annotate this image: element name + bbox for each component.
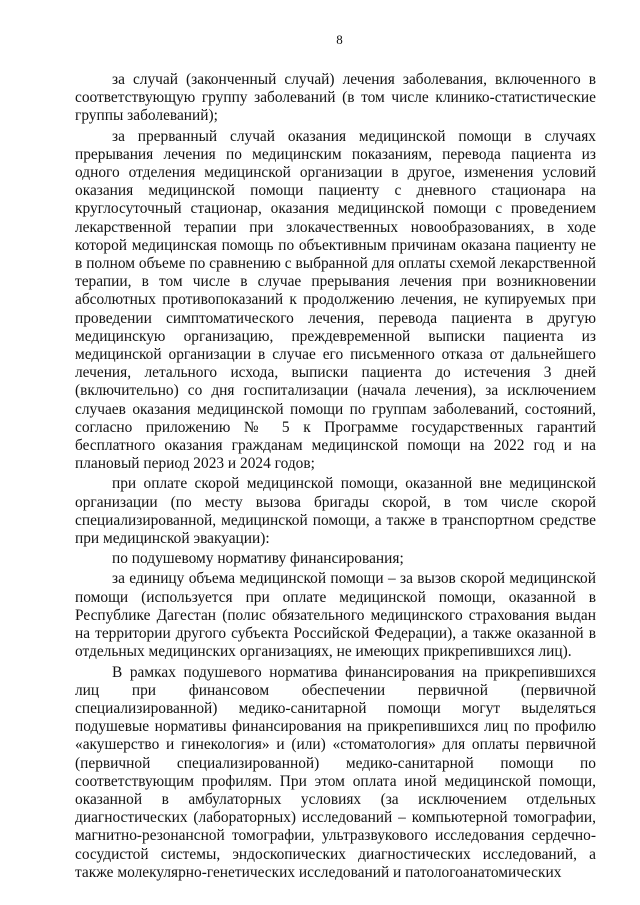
document-body — [75, 71, 596, 882]
paragraph-emergency-payment: при оплате скорой медицинской помощи, оказанной вне медицинской организации (по месту вызова бригады скорой, в том числе скорой специализированной, медицинской помощи, а также в транспортном средстве при медицинской эвакуации): — [75, 475, 596, 548]
paragraph-per-unit: за единицу объема медицинской помощи – за вызов скорой медицинской помощи (используется при оплате медицинской помощи, оказанной в Республике Дагестан (полис обязательного медицинского страхования выдан на территории другого субъекта Российской Федерации), а также оказанной в отдельных медицинских организациях, не имеющих прикрепившихся лиц). — [75, 570, 596, 661]
paragraph-interrupted-case: за прерванный случай оказания медицинской помощи в случаях прерывания лечения по медицинским показаниям, перевода пациента из одного отделения медицинской организации в другое, изменения условий оказания медицинской помощи пациенту с дневного стационара на круглосуточный стационар, оказания медицинской помощи с проведением лекарственной терапии при злокачественных новообразованиях, в ходе которой медицинская помощь по объективным причинам оказана пациенту не в полном объеме по сравнению с выбранной для оплаты схемой лекарственной терапии, в том числе в случае прерывания лечения при возникновении абсолютных противопоказаний к продолжению лечения, не купируемых при проведении симптоматического лечения, перевода пациента в другую медицинскую организацию, преждевременной выписки пациента из медицинской организации в случае его письменного отказа от дальнейшего лечения, летального исхода, выписки пациента до истечения 3 дней (включительно) со дня госпитализации (начала лечения), за исключением случаев оказания медицинской помощи по группам заболеваний, состояний, согласно приложению № 5 к Программе государственных гарантий бесплатного оказания гражданам медицинской помощи на 2022 год и на плановый период 2023 и 2024 годов; — [75, 127, 596, 473]
paragraph-per-capita-norms: В рамках подушевого норматива финансирования на прикрепившихся лиц при финансовом обеспечении первичной (первичной специализированной) медико-санитарной помощи могут выделяться подушевые нормативы финансирования на прикрепившихся лиц по профилю «акушерство и гинекология» и (или) «стоматология» для оплаты первичной (первичной специализированной) медико-санитарной помощи по соответствующим профилям. При этом оплата иной медицинской помощи, оказанной в амбулаторных условиях (за исключением отдельных диагностических (лабораторных) исследований – компьютерной томографии, магнитно-резонансной томографии, ультразвукового исследования сердечно-сосудистой системы, эндоскопических диагностических исследований, а также молекулярно-генетических исследований и патологоанатомических — [75, 663, 596, 881]
paragraph-completed-case: за случай (законченный случай) лечения заболевания, включенного в соответствующую группу заболеваний (в том числе клинико-статистические группы заболеваний); — [75, 71, 596, 125]
page-number: 8 — [336, 32, 343, 47]
paragraph-per-capita: по подушевому нормативу финансирования; — [112, 550, 404, 568]
